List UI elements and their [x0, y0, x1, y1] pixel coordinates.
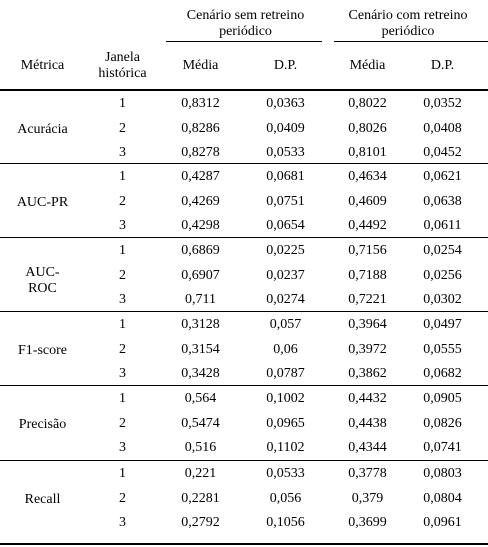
- col-header-metric: Métrica: [20, 58, 65, 73]
- cell-sd-1: 0,0363: [266, 96, 305, 111]
- cell-sd-1: 0,1102: [266, 440, 305, 455]
- cell-mean-1: 0,4287: [181, 169, 220, 184]
- cell-window: 3: [119, 292, 126, 307]
- cell-mean-2: 0,379: [351, 490, 384, 506]
- cell-window: 2: [119, 193, 126, 209]
- cell-mean-1: 0,516: [184, 440, 217, 455]
- cell-sd-2: 0,0621: [423, 169, 462, 184]
- group-separator: [0, 460, 488, 461]
- cell-sd-2: 0,0961: [423, 515, 462, 530]
- cell-window: 3: [119, 515, 126, 530]
- metric-label: Precisão: [18, 417, 67, 432]
- cell-window: 3: [119, 440, 126, 455]
- cell-mean-2: 0,3778: [348, 466, 387, 481]
- cell-mean-1: 0,711: [185, 292, 216, 307]
- cell-sd-1: 0,0965: [266, 415, 305, 431]
- cell-sd-1: 0,0225: [266, 243, 305, 258]
- cell-sd-1: 0,0533: [266, 466, 305, 481]
- cell-mean-1: 0,8312: [181, 96, 220, 111]
- cell-mean-1: 0,3428: [181, 366, 220, 381]
- cell-sd-2: 0,0352: [423, 96, 462, 111]
- col-header-mean-2: Média: [349, 58, 386, 73]
- cell-sd-1: 0,0787: [266, 366, 305, 381]
- cell-window: 1: [119, 243, 126, 258]
- cell-mean-1: 0,6869: [181, 243, 220, 258]
- cell-sd-1: 0,0409: [266, 120, 305, 136]
- cell-mean-2: 0,4438: [348, 415, 387, 431]
- cell-mean-1: 0,6907: [181, 267, 220, 283]
- cell-mean-2: 0,4634: [348, 169, 387, 184]
- cell-mean-2: 0,7188: [348, 267, 387, 283]
- header-rule: [0, 89, 488, 91]
- group-separator: [0, 311, 488, 312]
- cell-sd-1: 0,0274: [266, 292, 305, 307]
- cell-sd-1: 0,1002: [266, 391, 305, 406]
- cell-mean-2: 0,3699: [348, 515, 387, 530]
- cell-mean-2: 0,3964: [348, 317, 387, 332]
- cell-mean-2: 0,3972: [348, 341, 387, 357]
- cell-mean-1: 0,221: [184, 466, 217, 481]
- cell-window: 1: [119, 466, 126, 481]
- cell-mean-1: 0,3154: [181, 341, 220, 357]
- metric-label: Acurácia: [17, 122, 68, 137]
- cell-sd-2: 0,0682: [423, 366, 462, 381]
- cell-sd-1: 0,056: [269, 490, 302, 506]
- cell-sd-1: 0,1056: [266, 515, 305, 530]
- cell-window: 2: [119, 341, 126, 357]
- col-header-sd-2: D.P.: [430, 58, 455, 73]
- metric-label: F1-score: [18, 343, 67, 358]
- col-header-mean-1: Média: [182, 58, 219, 73]
- cell-sd-2: 0,0905: [423, 391, 462, 406]
- col-header-window: Janela histórica: [98, 50, 147, 81]
- cell-window: 2: [119, 120, 126, 136]
- cell-mean-1: 0,3128: [181, 317, 220, 332]
- cell-mean-2: 0,7221: [348, 292, 387, 307]
- cell-mean-1: 0,8278: [181, 145, 220, 160]
- cell-sd-2: 0,0804: [423, 490, 462, 506]
- cell-sd-2: 0,0302: [423, 292, 462, 307]
- cell-sd-2: 0,0497: [423, 317, 462, 332]
- cell-mean-2: 0,8022: [348, 96, 387, 111]
- metric-label: AUC- ROC: [25, 265, 60, 296]
- cell-mean-1: 0,2792: [181, 515, 220, 530]
- cell-window: 2: [119, 267, 126, 283]
- cell-window: 3: [119, 218, 126, 233]
- cell-sd-1: 0,06: [273, 341, 298, 357]
- cell-mean-1: 0,5474: [181, 415, 220, 431]
- cell-mean-2: 0,4609: [348, 193, 387, 209]
- cell-window: 1: [119, 391, 126, 406]
- cell-window: 1: [119, 169, 126, 184]
- cell-sd-2: 0,0638: [423, 193, 462, 209]
- group-separator: [0, 385, 488, 386]
- cell-sd-2: 0,0826: [423, 415, 462, 431]
- cell-sd-1: 0,0681: [266, 169, 305, 184]
- cell-mean-2: 0,7156: [348, 243, 387, 258]
- cell-mean-2: 0,3862: [348, 366, 387, 381]
- cell-sd-2: 0,0256: [423, 267, 462, 283]
- group-underline-1: [166, 41, 322, 42]
- cell-sd-2: 0,0408: [423, 120, 462, 136]
- group-underline-2: [334, 41, 488, 42]
- col-header-sd-1: D.P.: [273, 58, 298, 73]
- group-header-with-retrain: Cenário com retreino periódico: [348, 8, 468, 39]
- cell-mean-2: 0,4344: [348, 440, 387, 455]
- cell-mean-1: 0,4269: [181, 193, 220, 209]
- cell-sd-1: 0,0533: [266, 145, 305, 160]
- cell-window: 3: [119, 145, 126, 160]
- cell-sd-2: 0,0452: [423, 145, 462, 160]
- metric-label: Recall: [24, 492, 61, 507]
- cell-sd-2: 0,0611: [423, 218, 462, 233]
- cell-mean-1: 0,4298: [181, 218, 220, 233]
- cell-window: 3: [119, 366, 126, 381]
- cell-mean-2: 0,8026: [348, 120, 387, 136]
- cell-window: 2: [119, 415, 126, 431]
- cell-window: 2: [119, 490, 126, 506]
- cell-mean-1: 0,8286: [181, 120, 220, 136]
- cell-sd-1: 0,057: [269, 317, 302, 332]
- cell-sd-2: 0,0803: [423, 466, 462, 481]
- group-separator: [0, 237, 488, 238]
- group-separator: [0, 163, 488, 164]
- cell-mean-1: 0,2281: [181, 490, 220, 506]
- cell-mean-2: 0,4492: [348, 218, 387, 233]
- cell-sd-1: 0,0654: [266, 218, 305, 233]
- cell-sd-2: 0,0741: [423, 440, 462, 455]
- cell-sd-1: 0,0237: [266, 267, 305, 283]
- cell-window: 1: [119, 317, 126, 332]
- cell-sd-2: 0,0555: [423, 341, 462, 357]
- cell-mean-1: 0,564: [184, 391, 217, 406]
- bottom-rule: [0, 543, 488, 545]
- metric-label: AUC-PR: [16, 195, 69, 210]
- group-header-no-retrain: Cenário sem retreino periódico: [186, 8, 305, 39]
- cell-sd-1: 0,0751: [266, 193, 305, 209]
- cell-sd-2: 0,0254: [423, 243, 462, 258]
- cell-window: 1: [119, 96, 126, 111]
- cell-mean-2: 0,4432: [348, 391, 387, 406]
- cell-mean-2: 0,8101: [348, 145, 387, 160]
